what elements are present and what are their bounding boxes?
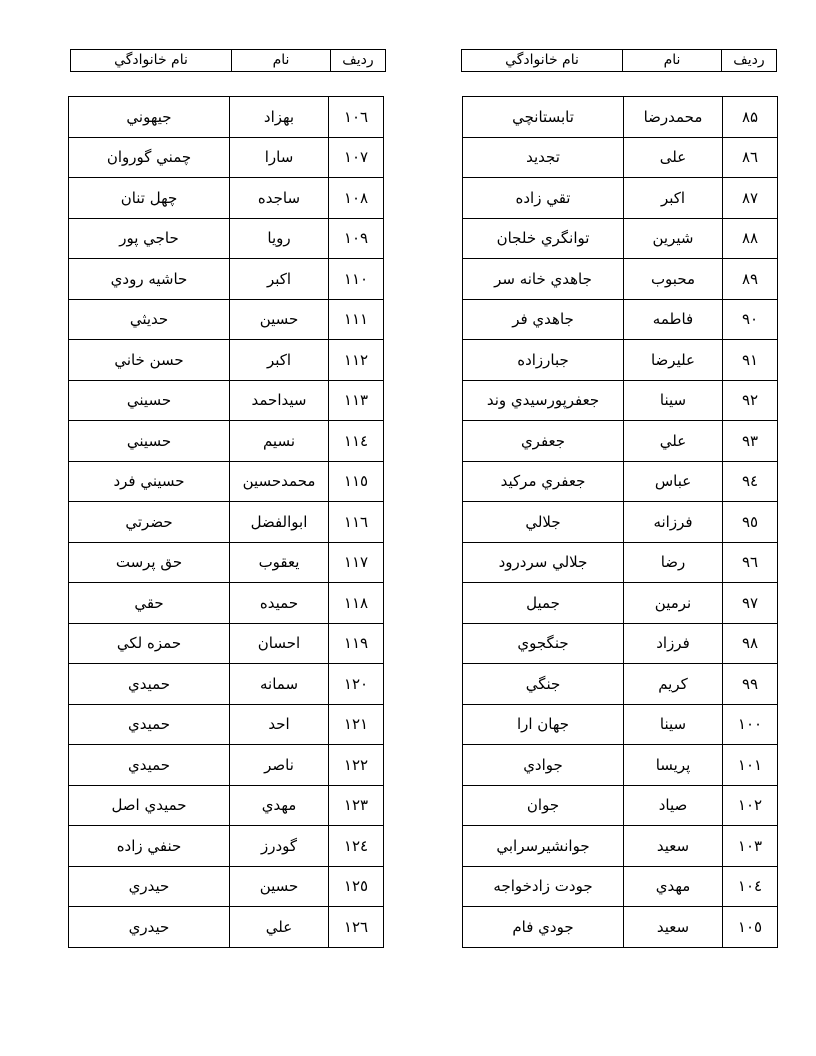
table-row: [463, 907, 778, 948]
first-name-cell: عليرضا: [624, 340, 723, 381]
last-name-cell: حسيني فرد: [69, 461, 230, 502]
table-row: [463, 421, 778, 462]
first-name-cell: سينا: [624, 704, 723, 745]
row-index: ۹۹: [723, 664, 778, 705]
first-name-cell: نرمين: [624, 583, 723, 624]
first-name-cell: پريسا: [624, 745, 723, 786]
row-index: ۱۱۷: [329, 542, 384, 583]
first-name-cell: فاطمه: [624, 299, 723, 340]
row-index: ۱۱٦: [329, 502, 384, 543]
row-index: ۱۰٦: [329, 97, 384, 138]
first-name-cell: سمانه: [230, 664, 329, 705]
row-index: ۱۰۰: [723, 704, 778, 745]
header-index: رديف: [331, 50, 386, 72]
last-name-cell: حاجي پور: [69, 218, 230, 259]
row-index: ۸۷: [723, 178, 778, 219]
row-index: ۱۰۷: [329, 137, 384, 178]
table-row: [463, 178, 778, 219]
first-name-cell: اکبر: [624, 178, 723, 219]
last-name-cell: حق پرست: [69, 542, 230, 583]
table-row: [463, 583, 778, 624]
row-index: ۹٦: [723, 542, 778, 583]
table-row: [69, 866, 384, 907]
last-name-cell: تقي زاده: [463, 178, 624, 219]
header-last-name: نام خانوادگي: [71, 50, 232, 72]
row-index: ۱۲٦: [329, 907, 384, 948]
row-index: ۱۰٥: [723, 907, 778, 948]
last-name-cell: حمزه لکي: [69, 623, 230, 664]
last-name-cell: جميل: [463, 583, 624, 624]
table-row: [69, 826, 384, 867]
first-name-cell: فرزاد: [624, 623, 723, 664]
row-index: ۹۷: [723, 583, 778, 624]
first-name-cell: مهدي: [230, 785, 329, 826]
table-row: [463, 97, 778, 138]
last-name-cell: حنفي زاده: [69, 826, 230, 867]
first-name-cell: ابوالفضل: [230, 502, 329, 543]
last-name-cell: حقي: [69, 583, 230, 624]
first-name-cell: صياد: [624, 785, 723, 826]
table-row: [463, 785, 778, 826]
row-index: ۹۱: [723, 340, 778, 381]
last-name-cell: جبارزاده: [463, 340, 624, 381]
first-name-cell: حسين: [230, 866, 329, 907]
last-name-cell: جوانشيرسرابي: [463, 826, 624, 867]
table-row: [463, 461, 778, 502]
row-index: ۸۵: [723, 97, 778, 138]
last-name-cell: حسن خاني: [69, 340, 230, 381]
row-index: ۱۰۹: [329, 218, 384, 259]
first-name-cell: سعيد: [624, 826, 723, 867]
first-name-cell: کريم: [624, 664, 723, 705]
last-name-cell: حميدي: [69, 745, 230, 786]
table-row: [69, 704, 384, 745]
last-name-cell: جوان: [463, 785, 624, 826]
table-row: [463, 137, 778, 178]
first-name-cell: ساجده: [230, 178, 329, 219]
first-name-cell: علي: [624, 421, 723, 462]
row-index: ۱۲٤: [329, 826, 384, 867]
table-row: [69, 623, 384, 664]
first-name-cell: بهزاد: [230, 97, 329, 138]
table-row: [463, 623, 778, 664]
row-index: ۱۲۳: [329, 785, 384, 826]
table-row: [463, 542, 778, 583]
row-index: ۸۸: [723, 218, 778, 259]
row-index: ۱۲۲: [329, 745, 384, 786]
last-name-cell: حميدي: [69, 704, 230, 745]
header-index: رديف: [722, 50, 777, 72]
row-index: ۱۱۹: [329, 623, 384, 664]
header-first-name: نام: [232, 50, 331, 72]
row-index: ۱۱٥: [329, 461, 384, 502]
row-index: ۱۲٥: [329, 866, 384, 907]
first-name-cell: محمدحسين: [230, 461, 329, 502]
last-name-cell: جلالي سردرود: [463, 542, 624, 583]
last-name-cell: جنگجوي: [463, 623, 624, 664]
row-index: ۱۲۰: [329, 664, 384, 705]
table-row: [69, 664, 384, 705]
row-index: ۱۱۲: [329, 340, 384, 381]
first-name-cell: سيداحمد: [230, 380, 329, 421]
table-row: [69, 583, 384, 624]
table-row: [69, 259, 384, 300]
last-name-cell: جلالي: [463, 502, 624, 543]
last-name-cell: تابستانچي: [463, 97, 624, 138]
last-name-cell: جعفري مرکيد: [463, 461, 624, 502]
table-row: [69, 97, 384, 138]
last-name-cell: حميدي اصل: [69, 785, 230, 826]
last-name-cell: جيهوني: [69, 97, 230, 138]
table-row: [463, 502, 778, 543]
row-index: ۱۱۳: [329, 380, 384, 421]
first-name-cell: يعقوب: [230, 542, 329, 583]
table-row: [69, 542, 384, 583]
last-name-cell: جعفري: [463, 421, 624, 462]
row-index: ۹۰: [723, 299, 778, 340]
row-index: ۹۲: [723, 380, 778, 421]
header-row: [71, 50, 386, 72]
right-name-table: [462, 96, 778, 948]
table-row: [69, 461, 384, 502]
first-name-cell: ناصر: [230, 745, 329, 786]
left-table-header: [70, 49, 386, 72]
header-last-name: نام خانوادگي: [462, 50, 623, 72]
table-row: [463, 745, 778, 786]
first-name-cell: سارا: [230, 137, 329, 178]
last-name-cell: چمني گوروان: [69, 137, 230, 178]
last-name-cell: حسيني: [69, 421, 230, 462]
table-row: [69, 299, 384, 340]
last-name-cell: جاهدي فر: [463, 299, 624, 340]
last-name-cell: تجديد: [463, 137, 624, 178]
table-row: [463, 380, 778, 421]
first-name-cell: احسان: [230, 623, 329, 664]
last-name-cell: حديثي: [69, 299, 230, 340]
first-name-cell: مهدي: [624, 866, 723, 907]
row-index: ۱۱۸: [329, 583, 384, 624]
first-name-cell: علی: [624, 137, 723, 178]
table-row: [69, 907, 384, 948]
header-first-name: نام: [623, 50, 722, 72]
first-name-cell: رضا: [624, 542, 723, 583]
last-name-cell: جودت زادخواجه: [463, 866, 624, 907]
last-name-cell: حيدري: [69, 866, 230, 907]
first-name-cell: علي: [230, 907, 329, 948]
last-name-cell: حيدري: [69, 907, 230, 948]
table-row: [463, 259, 778, 300]
first-name-cell: رويا: [230, 218, 329, 259]
table-row: [69, 745, 384, 786]
last-name-cell: توانگري خلجان: [463, 218, 624, 259]
table-row: [463, 704, 778, 745]
last-name-cell: جودي فام: [463, 907, 624, 948]
first-name-cell: شيرين: [624, 218, 723, 259]
row-index: ۹۸: [723, 623, 778, 664]
table-row: [463, 826, 778, 867]
row-index: ۱۱۱: [329, 299, 384, 340]
row-index: ۸٦: [723, 137, 778, 178]
first-name-cell: محبوب: [624, 259, 723, 300]
last-name-cell: جاهدي خانه سر: [463, 259, 624, 300]
last-name-cell: حسيني: [69, 380, 230, 421]
first-name-cell: عباس: [624, 461, 723, 502]
row-index: ۹٤: [723, 461, 778, 502]
first-name-cell: سعيد: [624, 907, 723, 948]
row-index: ۱۰۲: [723, 785, 778, 826]
table-row: [69, 502, 384, 543]
right-table-header: [461, 49, 777, 72]
table-row: [69, 421, 384, 462]
row-index: ۱۰٤: [723, 866, 778, 907]
last-name-cell: چهل تنان: [69, 178, 230, 219]
table-row: [69, 785, 384, 826]
last-name-cell: جنگي: [463, 664, 624, 705]
table-row: [69, 218, 384, 259]
row-index: ۱۲۱: [329, 704, 384, 745]
first-name-cell: گودرز: [230, 826, 329, 867]
row-index: ۱۰۸: [329, 178, 384, 219]
last-name-cell: جهان ارا: [463, 704, 624, 745]
last-name-cell: جعفرپورسيدي وند: [463, 380, 624, 421]
row-index: ۱۱۰: [329, 259, 384, 300]
header-row: [462, 50, 777, 72]
first-name-cell: فرزانه: [624, 502, 723, 543]
last-name-cell: حاشيه رودي: [69, 259, 230, 300]
row-index: ۱۰۱: [723, 745, 778, 786]
last-name-cell: حضرتي: [69, 502, 230, 543]
first-name-cell: اکبر: [230, 340, 329, 381]
last-name-cell: حميدي: [69, 664, 230, 705]
row-index: ۹۳: [723, 421, 778, 462]
left-name-table: [68, 96, 384, 948]
first-name-cell: حسين: [230, 299, 329, 340]
table-row: [69, 340, 384, 381]
row-index: ۱۰۳: [723, 826, 778, 867]
row-index: ۸۹: [723, 259, 778, 300]
table-row: [463, 664, 778, 705]
table-row: [463, 340, 778, 381]
table-row: [69, 380, 384, 421]
last-name-cell: جوادي: [463, 745, 624, 786]
table-row: [463, 866, 778, 907]
first-name-cell: سينا: [624, 380, 723, 421]
first-name-cell: احد: [230, 704, 329, 745]
first-name-cell: نسيم: [230, 421, 329, 462]
first-name-cell: محمدرضا: [624, 97, 723, 138]
table-row: [463, 218, 778, 259]
table-row: [69, 178, 384, 219]
table-row: [69, 137, 384, 178]
first-name-cell: اکبر: [230, 259, 329, 300]
first-name-cell: حميده: [230, 583, 329, 624]
table-row: [463, 299, 778, 340]
row-index: ۹٥: [723, 502, 778, 543]
row-index: ۱۱٤: [329, 421, 384, 462]
